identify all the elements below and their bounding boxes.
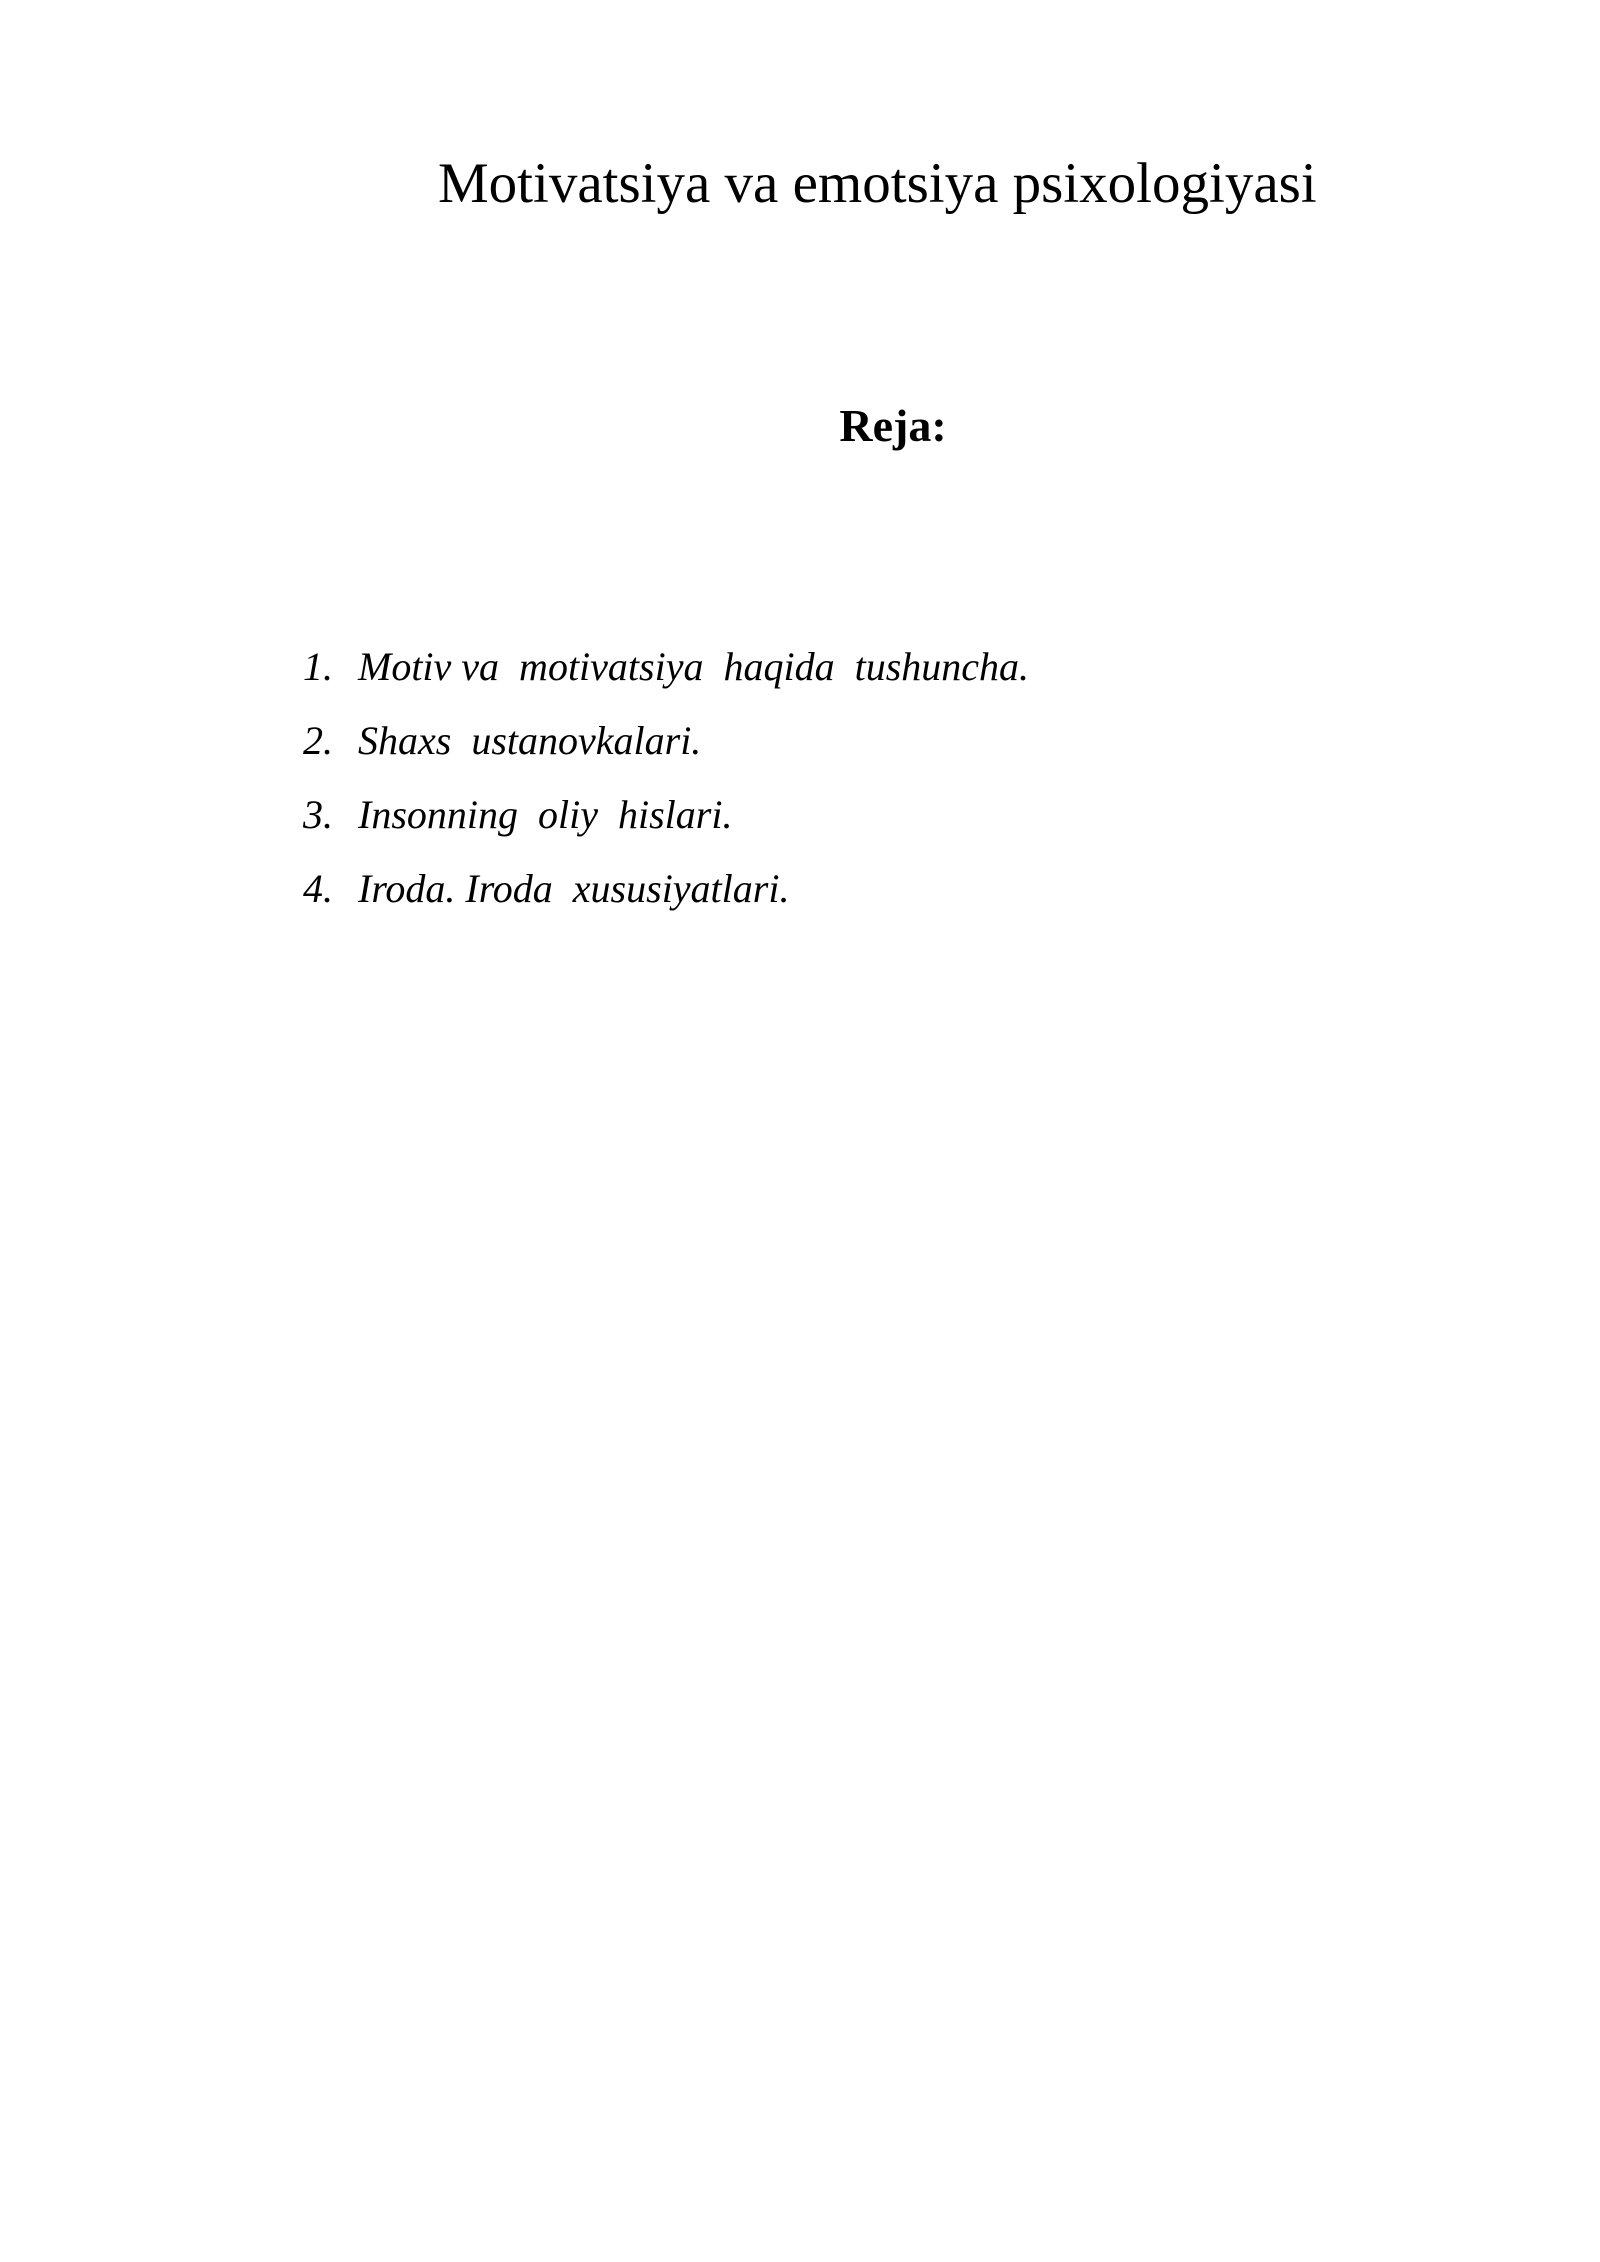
plan-heading: Reja: bbox=[839, 400, 947, 451]
list-item-text: Iroda. Iroda xususiyatlari. bbox=[358, 866, 790, 911]
list-item bbox=[303, 852, 1029, 926]
list-item-text: Insonning oliy hislari. bbox=[358, 792, 733, 837]
list-item-number: 4. bbox=[303, 866, 333, 911]
list-item-text: Shaxs ustanovkalari. bbox=[358, 718, 702, 763]
list-item-text: Motiv va motivatsiya haqida tushuncha. bbox=[358, 644, 1030, 689]
list-item bbox=[303, 630, 1029, 704]
list-item-number: 3. bbox=[303, 792, 333, 837]
list-item-number: 1. bbox=[303, 644, 333, 689]
list-item bbox=[303, 778, 1029, 852]
list-item bbox=[303, 704, 1029, 778]
document-title: Motivatsiya va emotsiya psixologiyasi bbox=[438, 152, 1317, 215]
plan-list bbox=[303, 630, 1029, 926]
list-item-number: 2. bbox=[303, 718, 333, 763]
